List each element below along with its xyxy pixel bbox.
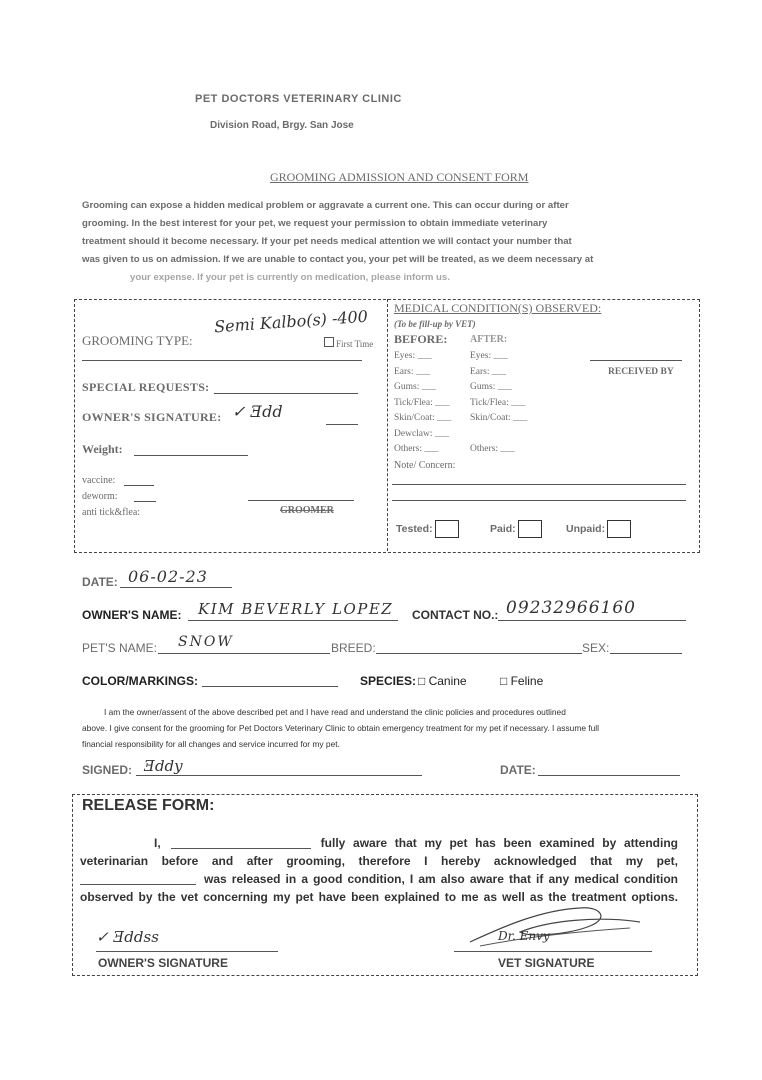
- signed-value[interactable]: Ǝddy: [144, 757, 183, 775]
- consent-line: I am the owner/assent of the above described pet and I have read and understand the clinic policies and procedures outlined: [104, 707, 566, 717]
- vaccine-field[interactable]: [124, 485, 154, 486]
- intro-line: Grooming can expose a hidden medical problem or aggravate a current one. This can occur during or after: [82, 200, 569, 211]
- vet-signature-scribble: [460, 898, 650, 954]
- signed-line: [136, 775, 422, 776]
- deworm-field[interactable]: [134, 501, 156, 502]
- condition-row[interactable]: Gums: ___: [394, 382, 436, 392]
- deworm-label: deworm:: [82, 491, 118, 502]
- consent-date-label: DATE:: [500, 763, 536, 777]
- release-line: was released in a good condition, I am also aware that if any medical condition: [80, 870, 678, 888]
- grooming-type-value[interactable]: Semi Kalbo(s) -400: [213, 306, 369, 337]
- condition-row[interactable]: Others: ___: [470, 444, 515, 454]
- condition-row[interactable]: Tick/Flea: ___: [470, 397, 526, 408]
- release-line: veterinarian before and after grooming, therefore I hereby acknowledged that my pet,: [80, 854, 678, 868]
- intro-line: grooming. In the best interest for your pet, we request your permission to obtain immediate veterinary: [82, 218, 548, 229]
- first-time-checkbox[interactable]: [324, 337, 334, 347]
- contact-label: CONTACT NO.:: [412, 608, 499, 622]
- intro-paragraph: [82, 197, 688, 287]
- signed-label: SIGNED:: [82, 763, 133, 777]
- consent-date-field[interactable]: [538, 775, 680, 776]
- tested-option[interactable]: Tested:: [396, 520, 459, 538]
- canine-option[interactable]: □ Canine: [418, 674, 467, 688]
- species-label: SPECIES:: [360, 674, 417, 688]
- color-markings-field[interactable]: [202, 686, 338, 687]
- grooming-type-label: GROOMING TYPE:: [82, 333, 193, 348]
- condition-row[interactable]: Dewclaw: ___: [394, 428, 450, 439]
- condition-row[interactable]: Eyes: ___: [394, 351, 432, 361]
- breed-field[interactable]: [376, 653, 582, 654]
- condition-row[interactable]: Others: ___: [394, 444, 439, 454]
- vaccine-label: vaccine:: [82, 475, 116, 486]
- owner-signature-value[interactable]: ✓ Ǝdd: [232, 402, 283, 421]
- consent-paragraph: [82, 704, 686, 752]
- sex-field[interactable]: [610, 653, 682, 654]
- intro-line: was given to us on admission. If we are unable to contact you, your pet will be treated, as we deem necessary at: [82, 254, 594, 265]
- release-line: I, fully aware that my pet has been examined by attending: [154, 836, 678, 850]
- breed-label: BREED:: [331, 641, 376, 655]
- date-label: DATE:: [82, 575, 118, 589]
- intro-line: treatment should it become necessary. If your pet needs medical attention we will contact your number that: [82, 236, 572, 247]
- anti-tick-label: anti tick&flea:: [82, 507, 141, 518]
- special-requests-field[interactable]: [214, 393, 358, 394]
- intro-line: your expense. If your pet is currently on medication, please inform us.: [130, 272, 450, 283]
- date-line: [120, 587, 232, 588]
- groomer-label: GROOMER: [280, 505, 334, 516]
- table-divider: [387, 299, 388, 551]
- consent-line: above. I give consent for the grooming for Pet Doctors Veterinary Clinic to obtain emergency treatment for my pet if necessary. I assume full: [82, 723, 600, 733]
- unpaid-option[interactable]: Unpaid:: [566, 520, 631, 538]
- before-label: BEFORE:: [394, 332, 448, 346]
- groomer-line: [248, 500, 354, 501]
- vet-signature-value[interactable]: Dr. Envy: [498, 929, 550, 943]
- paid-checkbox[interactable]: [518, 520, 542, 538]
- medical-subtitle: (To be fill-up by VET): [394, 319, 476, 329]
- clinic-name: PET DOCTORS VETERINARY CLINIC: [195, 93, 402, 105]
- weight-label: Weight:: [82, 442, 123, 456]
- consent-line: financial responsibility for all changes and service incurred for my pet.: [82, 739, 340, 749]
- owner-name-line: [188, 620, 398, 621]
- release-pet-field[interactable]: [80, 870, 196, 885]
- weight-field[interactable]: [134, 455, 248, 456]
- condition-row[interactable]: Skin/Coat: ___: [470, 413, 528, 423]
- grooming-type-line: [82, 360, 362, 361]
- before-conditions: [394, 349, 451, 458]
- release-name-field[interactable]: [171, 834, 311, 849]
- first-time-label: First Time: [336, 339, 374, 349]
- note-line-1[interactable]: [392, 484, 686, 485]
- tested-checkbox[interactable]: [435, 520, 459, 538]
- condition-row[interactable]: Skin/Coat: ___: [394, 413, 452, 423]
- condition-row[interactable]: Ears: ___: [394, 366, 431, 377]
- release-owner-sig-label: OWNER'S SIGNATURE: [98, 956, 228, 970]
- medical-title: MEDICAL CONDITION(S) OBSERVED:: [394, 301, 602, 315]
- condition-row[interactable]: Ears: ___: [470, 366, 507, 377]
- received-by-label: RECEIVED BY: [608, 367, 674, 377]
- note-line-2[interactable]: [392, 500, 686, 501]
- release-title: RELEASE FORM:: [82, 797, 215, 814]
- condition-row[interactable]: Eyes: ___: [470, 351, 508, 361]
- sex-label: SEX:: [582, 641, 610, 655]
- owner-signature-label: OWNER'S SIGNATURE:: [82, 410, 222, 424]
- clinic-address: Division Road, Brgy. San Jose: [210, 120, 354, 131]
- feline-option[interactable]: □ Feline: [500, 674, 544, 688]
- first-time-option[interactable]: [324, 337, 373, 349]
- pet-name-value[interactable]: SNOW: [178, 634, 234, 650]
- pet-name-label: PET'S NAME:: [82, 641, 157, 655]
- release-paragraph: [80, 834, 678, 906]
- vet-sig-label: VET SIGNATURE: [498, 956, 595, 970]
- contact-line: [498, 620, 686, 621]
- owner-name-label: OWNER'S NAME:: [82, 608, 182, 622]
- condition-row[interactable]: Gums: ___: [470, 382, 512, 392]
- after-label: AFTER:: [470, 334, 508, 345]
- release-owner-sig-line: [96, 951, 278, 952]
- special-requests-label: SPECIAL REQUESTS:: [82, 380, 210, 394]
- color-markings-label: COLOR/MARKINGS:: [82, 674, 198, 688]
- after-conditions: [470, 349, 527, 458]
- vet-sig-line: [454, 951, 652, 952]
- received-by-line: [590, 360, 682, 361]
- owner-name-value[interactable]: KIM BEVERLY LOPEZ: [198, 600, 394, 618]
- date-value[interactable]: 06-02-23: [128, 567, 208, 586]
- form-title: GROOMING ADMISSION AND CONSENT FORM: [270, 170, 529, 184]
- release-owner-signature-value[interactable]: ✓ Ǝddss: [96, 928, 159, 946]
- paid-option[interactable]: Paid:: [490, 520, 542, 538]
- note-label: Note/ Concern:: [394, 460, 456, 471]
- contact-value[interactable]: 09232966160: [506, 598, 636, 618]
- release-line: observed by the vet concerning my pet have been explained to me as well as the treatment options.: [80, 890, 678, 904]
- owner-signature-line: [326, 424, 358, 425]
- unpaid-checkbox[interactable]: [607, 520, 631, 538]
- pet-name-line: [158, 653, 330, 654]
- condition-row[interactable]: Tick/Flea: ___: [394, 397, 450, 408]
